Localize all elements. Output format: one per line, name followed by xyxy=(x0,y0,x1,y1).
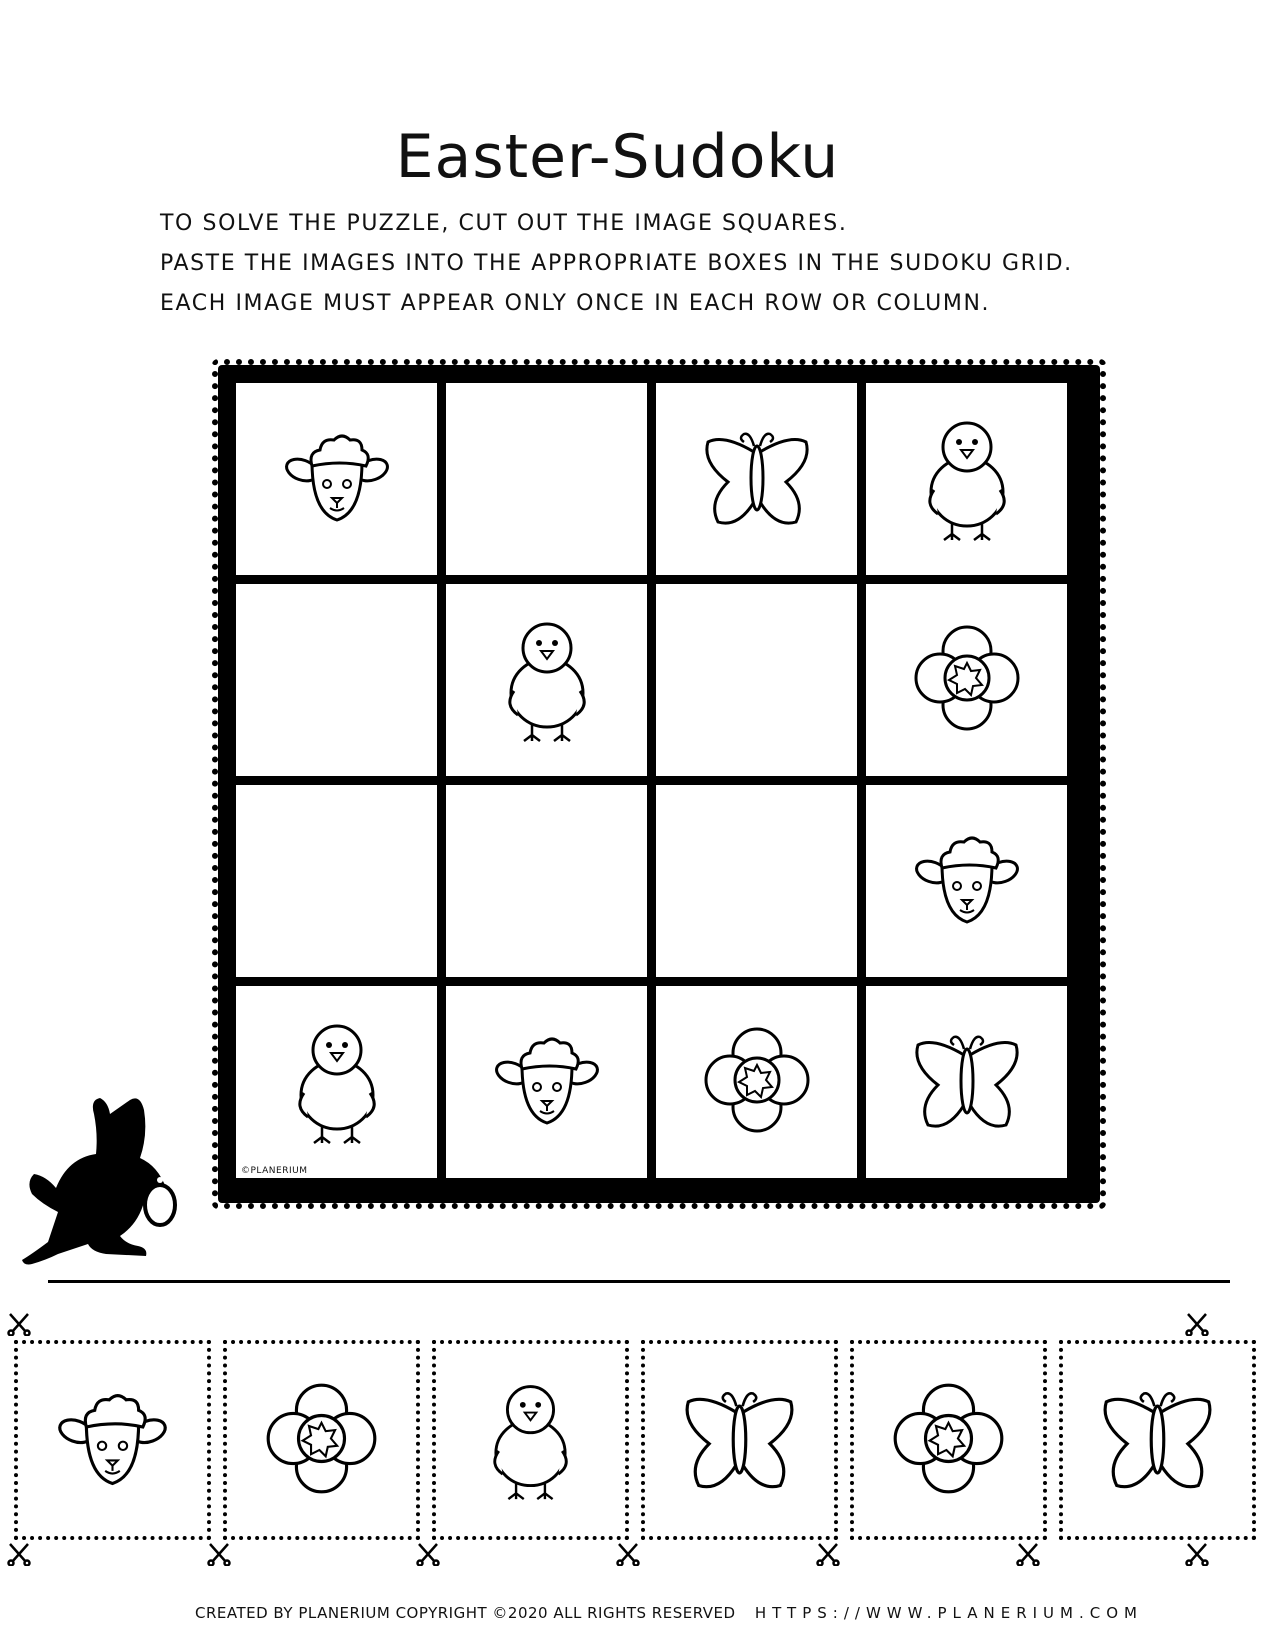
cutout-flower[interactable] xyxy=(223,1340,420,1540)
grid-cell-empty[interactable] xyxy=(656,785,857,977)
butterfly-icon xyxy=(1100,1376,1215,1505)
cutout-sheep[interactable] xyxy=(14,1340,211,1540)
sheep-icon xyxy=(492,1015,602,1149)
cut-line xyxy=(48,1280,1230,1283)
footer-credit: CREATED BY PLANERIUM COPYRIGHT ©2020 ALL RIGHTS RESERVED xyxy=(195,1604,736,1622)
flower-icon xyxy=(264,1376,379,1505)
sheep-icon xyxy=(912,814,1022,948)
chick-icon xyxy=(492,613,602,747)
grid-cell-butterfly[interactable] xyxy=(656,383,857,575)
scissors-icon xyxy=(1184,1540,1210,1566)
flower-icon xyxy=(891,1376,1006,1505)
sheep-icon xyxy=(55,1376,170,1505)
instructions xyxy=(160,204,1073,324)
grid-cell-empty[interactable] xyxy=(236,785,437,977)
instruction-line-3: EACH IMAGE MUST APPEAR ONLY ONCE IN EACH ROW OR COLUMN. xyxy=(160,291,991,316)
scissors-icon xyxy=(615,1540,641,1566)
footer-url[interactable]: HTTPS://WWW.PLANERIUM.COM xyxy=(754,1604,1143,1622)
scissors-icon xyxy=(1184,1310,1210,1336)
cutout-butterfly[interactable] xyxy=(641,1340,838,1540)
butterfly-icon xyxy=(912,1015,1022,1149)
scissors-icon xyxy=(6,1540,32,1566)
footer xyxy=(195,1604,1143,1622)
grid-cell-empty[interactable] xyxy=(236,584,437,776)
scissors-icon xyxy=(206,1540,232,1566)
sheep-icon xyxy=(282,412,392,546)
sudoku-grid xyxy=(236,383,1067,1178)
scissors-icon xyxy=(1015,1540,1041,1566)
scissors-icon xyxy=(815,1540,841,1566)
chick-icon xyxy=(912,412,1022,546)
instruction-line-1: TO SOLVE THE PUZZLE, CUT OUT THE IMAGE SQUARES. xyxy=(160,211,848,236)
grid-cell-empty[interactable] xyxy=(656,584,857,776)
grid-cell-sheep[interactable] xyxy=(236,383,437,575)
grid-cell-chick[interactable] xyxy=(236,986,437,1178)
cutout-chick[interactable] xyxy=(432,1340,629,1540)
grid-cell-butterfly[interactable] xyxy=(866,986,1067,1178)
butterfly-icon xyxy=(702,412,812,546)
butterfly-icon xyxy=(682,1376,797,1505)
scissors-icon xyxy=(6,1310,32,1336)
scissors-icon xyxy=(415,1540,441,1566)
cutout-flower[interactable] xyxy=(850,1340,1047,1540)
grid-cell-flower[interactable] xyxy=(866,584,1067,776)
grid-cell-sheep[interactable] xyxy=(866,785,1067,977)
grid-cell-chick[interactable] xyxy=(446,584,647,776)
grid-cell-flower[interactable] xyxy=(656,986,857,1178)
grid-watermark: ©PLANERIUM xyxy=(241,1166,308,1176)
grid-cell-empty[interactable] xyxy=(446,785,647,977)
sudoku-grid-frame xyxy=(218,365,1100,1203)
page-title: Easter-Sudoku xyxy=(395,122,840,193)
grid-cell-empty[interactable] xyxy=(446,383,647,575)
chick-icon xyxy=(473,1376,588,1505)
flower-icon xyxy=(702,1015,812,1149)
cutout-strip xyxy=(14,1340,1264,1550)
grid-cell-sheep[interactable] xyxy=(446,986,647,1178)
bunny-illustration xyxy=(10,1090,200,1290)
grid-cell-chick[interactable] xyxy=(866,383,1067,575)
instruction-line-2: PASTE THE IMAGES INTO THE APPROPRIATE BOXES IN THE SUDOKU GRID. xyxy=(160,251,1073,276)
flower-icon xyxy=(912,613,1022,747)
chick-icon xyxy=(282,1015,392,1149)
cutout-butterfly[interactable] xyxy=(1059,1340,1256,1540)
